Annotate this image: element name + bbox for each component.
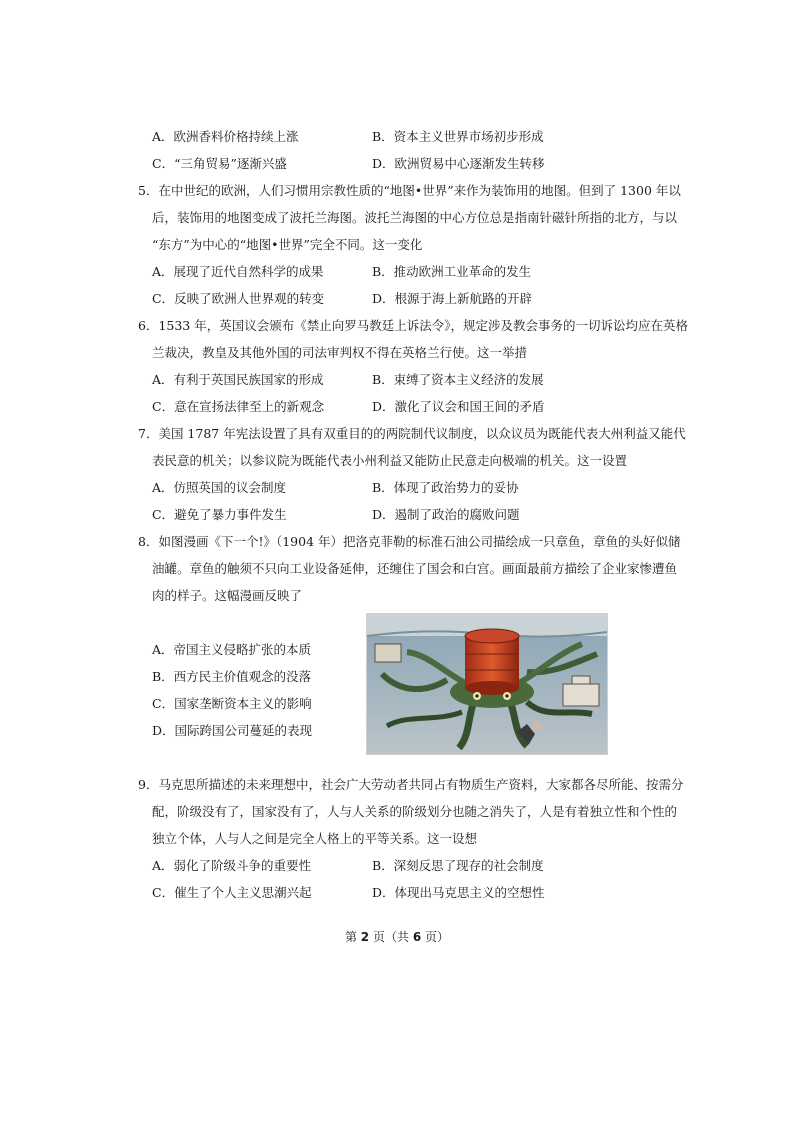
footer-page-number: 2 [360,930,370,944]
q4-option-c: C．“三角贸易”逐渐兴盛 [152,156,287,171]
q9-stem-line3: 独立个体，人与人之间是完全人格上的平等关系。这一设想 [152,831,478,846]
q4-option-a: A．欧洲香料价格持续上涨 [152,129,299,144]
q5-stem-line1: 5．在中世纪的欧洲，人们习惯用宗教性质的“地图•世界”来作为装饰用的地图。但到了 1300 年以 [138,183,681,198]
q7-option-b: B．体现了政治势力的妥协 [372,480,519,495]
q8-stem-line2: 油罐。章鱼的触须不只向工业设备延伸，还缠住了国会和白宫。画面最前方描绘了企业家惨遭鱼 [152,561,678,576]
q9-option-c: C．催生了个人主义思潮兴起 [152,885,312,900]
q8-option-c: C．国家垄断资本主义的影响 [152,696,312,711]
q5-option-b: B．推动欧洲工业革命的发生 [372,264,532,279]
q6-stem-line1: 6．1533 年，英国议会颁布《禁止向罗马教廷上诉法令》，规定涉及教会事务的一切诉讼均应在英格 [138,318,688,333]
q8-option-b: B．西方民主价值观念的没落 [152,669,312,684]
octopus-cartoon-image [366,613,608,755]
q5-stem-line3: “东方”为中心的“地图•世界”完全不同。这一变化 [152,237,423,252]
q6-option-b: B．束缚了资本主义经济的发展 [372,372,544,387]
q9-option-d: D．体现出马克思主义的空想性 [372,885,545,900]
q9-option-a: A．弱化了阶级斗争的重要性 [152,858,312,873]
q6-stem-line2: 兰裁决，教皇及其他外国的司法审判权不得在英格兰行使。这一举措 [152,345,528,360]
q7-stem-line1: 7．美国 1787 年宪法设置了具有双重目的的两院制代议制度，以众议员为既能代表大州利益又能代 [138,426,686,441]
q9-stem-line2: 配，阶级没有了，国家没有了，人与人关系的阶级划分也随之消失了，人是有着独立性和个性的 [152,804,678,819]
q5-option-a: A．展现了近代自然科学的成果 [152,264,324,279]
q8-stem-line3: 肉的样子。这幅漫画反映了 [152,588,303,603]
q6-option-a: A．有利于英国民族国家的形成 [152,372,324,387]
q6-option-c: C．意在宣扬法律至上的新观念 [152,399,325,414]
q7-stem-line2: 表民意的机关；以参议院为既能代表小州利益又能防止民意走向极端的机关。这一设置 [152,453,628,468]
q5-option-c: C．反映了欧洲人世界观的转变 [152,291,325,306]
q7-option-a: A．仿照英国的议会制度 [152,480,287,495]
q5-stem-line2: 后，装饰用的地图变成了波托兰海图。波托兰海图的中心方位总是指南针磁针所指的北方，与以 [152,210,678,225]
page-footer [0,928,794,946]
q4-option-b: B．资本主义世界市场初步形成 [372,129,544,144]
q5-option-d: D．根源于海上新航路的开辟 [372,291,533,306]
footer-post: 页） [425,930,450,944]
footer-total-pages: 6 [412,930,422,944]
q8-stem-line1: 8．如图漫画《下一个!》（1904 年）把洛克菲勒的标准石油公司描绘成一只章鱼，章鱼的头好似储 [138,534,681,549]
q7-option-d: D．遏制了政治的腐败问题 [372,507,520,522]
q8-option-d: D．国际跨国公司蔓延的表现 [152,723,313,738]
q4-option-d: D．欧洲贸易中心逐渐发生转移 [372,156,545,171]
q6-option-d: D．激化了议会和国王间的矛盾 [372,399,545,414]
q7-option-c: C．避免了暴力事件发生 [152,507,287,522]
q9-option-b: B．深刻反思了现存的社会制度 [372,858,544,873]
q8-option-a: A．帝国主义侵略扩张的本质 [152,642,312,657]
footer-mid: 页（共 [372,930,409,944]
footer-pre: 第 [344,930,357,944]
q9-stem-line1: 9．马克思所描述的未来理想中，社会广大劳动者共同占有物质生产资料，大家都各尽所能、按需分 [138,777,684,792]
